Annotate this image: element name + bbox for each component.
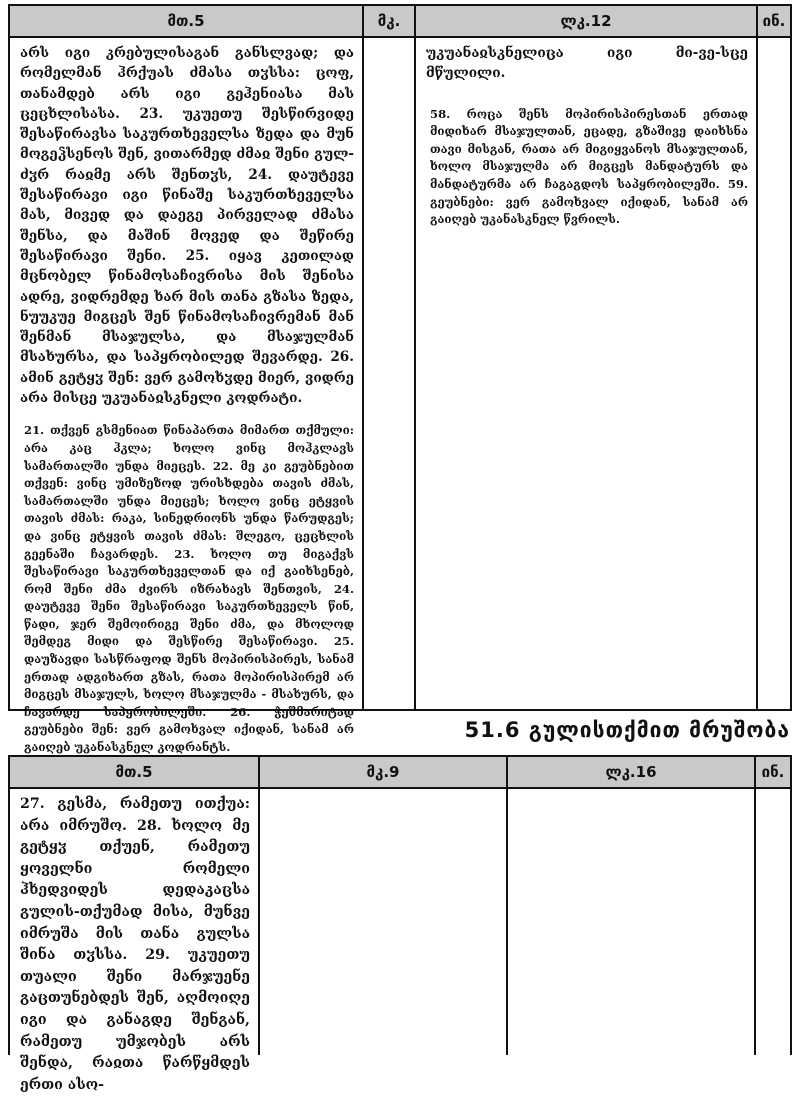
section-heading: 51.6 გულისთქმით მრუშობა <box>464 718 790 742</box>
column-luke <box>416 38 758 709</box>
header-mark: მკ. <box>364 6 416 36</box>
column-matthew <box>10 789 260 1093</box>
column-luke <box>508 789 756 1055</box>
column-mark <box>260 789 508 1055</box>
header-matthew: მთ.5 <box>10 757 260 787</box>
column-matthew <box>10 38 364 755</box>
header-john: ინ. <box>761 763 785 781</box>
parallel-table-2 <box>8 755 792 1093</box>
column-john <box>758 38 790 709</box>
modern-translation-note: 21. თქვენ გსმენიათ წინაპართა მიმართ თქმული: არა კაც ჰკლა; ხოლო ვინც მოჰკლავს სამართალში უნდა მიეცეს. 22. მე კი გეუბნებით თქვენ: ვინც უმიზეზოდ ურისხდება თავის ძმას, სამართალში უნდა მიეცეს; ხოლო ვინც ეტყვის თავის ძმას: რაკა, სინედრიონს უნდა წარუდგეს; და ვინც ეტყვის თავის ძმას: შლეგო, ცეცხლის გეენაში ჩავარდეს. 23. ხოლო თუ მიგაქვს შესაწირავი საკურთხეველთან და იქ გაიხსენებ, რომ შენი ძმა ძვირს იზრახავს შენთვის, 24. დაუტევე შენი შესაწირავი საკურთხეველს წინ, წადი, ჯერ შემოირიგე შენი ძმა, და მხოლოდ შემდეგ მიდი და შესწირე შესაწირავი. 25. დაუზავდი სასწრაფოდ შენს მოპირისპირეს, სანამ ერთად ადგიხართ გზას, რათა მოპირისპირემ არ მიგცეს მსაჯულს, ხოლო მსაჯულმა - მსახურს, და ჩავარდე საპყრობილეში. 26. ჭეშმარიტად გეუბნები შენ: ვერ გამოხვალ იქიდან, სანამ არ გაიღებ უკანასკნელ კოდრანტს. <box>24 423 354 755</box>
header-luke: ლკ.16 <box>508 757 756 787</box>
header-matthew: მთ.5 <box>10 6 364 36</box>
old-georgian-text: არს იგი კრებულისაგან განსლვად; და რომელმან ჰრქუას ძმასა თჳსსა: ცოფ, თანამდებ არს იგი გეჰენიასა მას ცეცხლისასა. 23. უკუეთუ შესწირვიდე შესაწირავსა საკურთხეველსა ზედა და მუნ მოგეჴსენოს შენ, ვითარმედ ძმაჲ შენი გულ-ძჳრ რაჲმე არს შენთჳს, 24. დაუტევე შესაწირავი იგი წინაშე საკურთხეველსა მას, მივედ და დაეგე პირველად ძმასა შენსა, და მაშინ მოვედ და შეწირე შესაწირავი შენი. 25. იყავ კეთილად მცნობელ წინამოსაჩივრისა მის შენისა ადრე, ვიდრემდე ხარ მის თანა გზასა ზედა, ნუუკუე მიგცეს შენ წინამოსაჩივრემან მან შენმან მსაჯულსა, და მსაჯულმან მსახურსა, და საპყრობილედ შევარდე. 26. ამინ გეტყჳ შენ: ვერ გამოხჳდე მიერ, ვიდრე არა მისცე უკუანაჲსკნელი კოდრატი. <box>20 45 354 407</box>
header-mark: მკ.9 <box>260 757 508 787</box>
column-john <box>756 789 790 1055</box>
modern-translation-note: 58. როცა შენს მოპირისპირესთან ერთად მიდიხარ მსაჯულთან, ეცადე, გზაშივე დაიხსნა თავი მისგან, რათა არ მიგიყვანოს მსაჯულთან, ხოლო მსაჯულმა არ მიგცეს მანდატურს და მანდატურმა არ ჩაგაგდოს საპყრობილეში. 59. გეუბნები: ვერ გამოხვალ იქიდან, სანამ არ გაიღებ უკანასკნელ წვრილს. <box>430 106 748 227</box>
header-luke: ლკ.12 <box>416 6 758 36</box>
old-georgian-text: უკუანაჲსკნელიცა იგი მი-ვე-სცე მწულილი. <box>426 45 748 82</box>
header-john: ინ. <box>762 12 786 30</box>
table-header <box>10 757 790 789</box>
old-georgian-text: 27. გესმა, რამეთუ ითქუა: არა იმრუშო. 28. ხოლო მე გეტყჳ თქუენ, რამეთუ ყოველნი რომელი ჰხედვიდეს დედაკაცსა გულის-თქუმად მისა, მუნვე იმრუშა მის თანა გულსა შინა თჳსსა. 29. უკუეთუ თუალი შენი მარჯუენე გაცთუნებდეს შენ, აღმოიღე იგი და განაგდე შენგან, რამეთუ უმჯობეს არს შენდა, რაჲთა წარწყმდეს ერთი ასო- <box>20 796 250 1093</box>
column-mark <box>364 38 416 709</box>
table-body <box>10 789 790 1093</box>
table-header <box>10 6 790 38</box>
